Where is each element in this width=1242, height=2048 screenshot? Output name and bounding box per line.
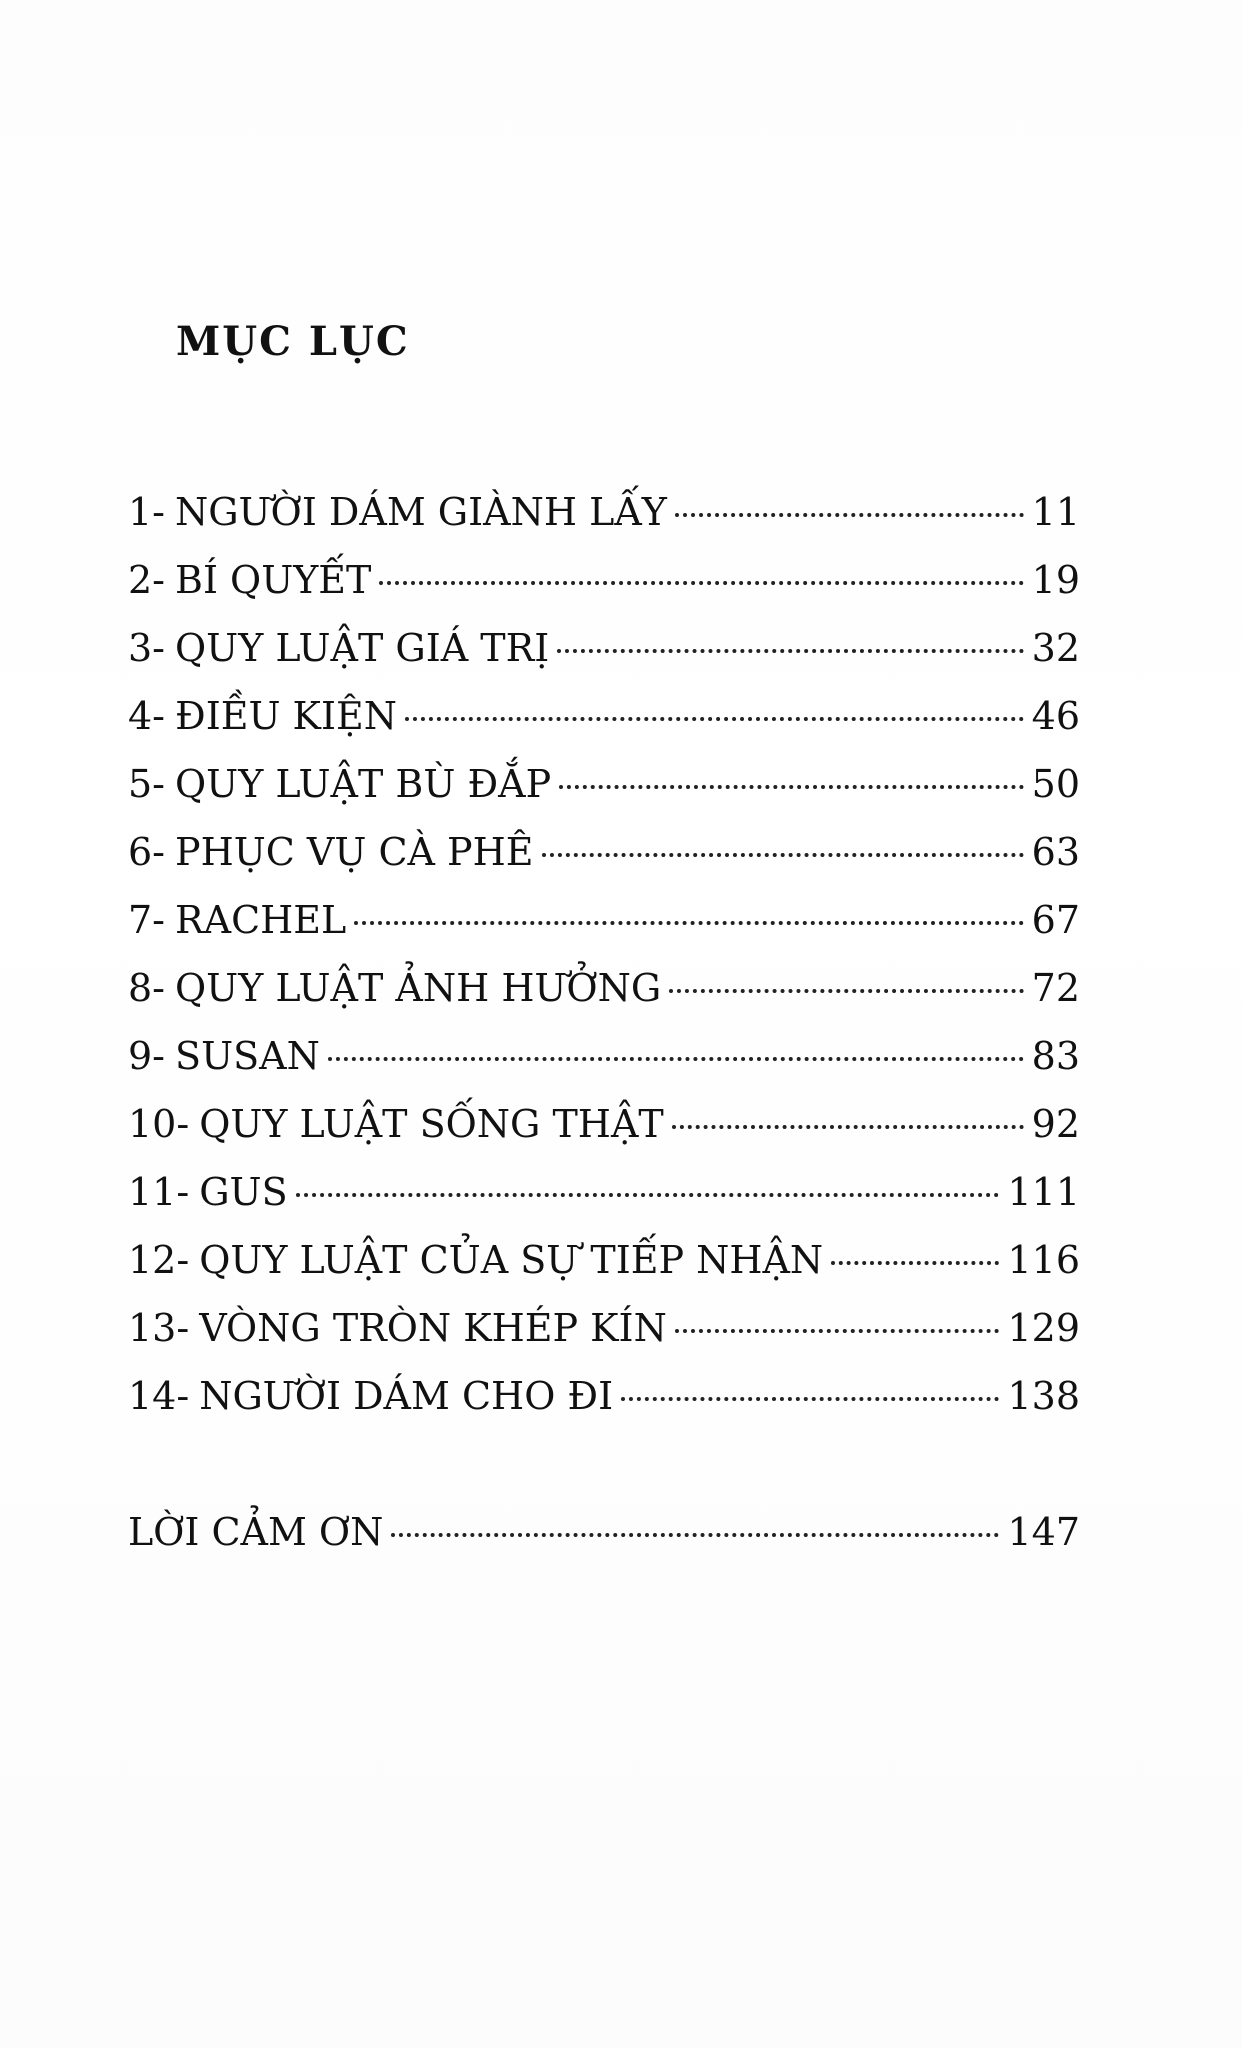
page-number: 19 (1031, 558, 1080, 602)
page-number: 32 (1031, 626, 1080, 670)
page-number: 72 (1031, 966, 1080, 1010)
acknowledgement-title: LỜI CẢM ƠN (128, 1510, 384, 1554)
page-number: 111 (1007, 1170, 1080, 1214)
chapter-title: NGƯỜI DÁM CHO ĐI (199, 1374, 614, 1418)
page-number: 116 (1007, 1238, 1080, 1282)
toc-heading: MỤC LỤC (176, 318, 410, 365)
toc-entry (128, 1158, 1080, 1226)
toc-entry (128, 886, 1080, 954)
chapter-title: QUY LUẬT ẢNH HƯỞNG (175, 966, 662, 1010)
chapter-title: QUY LUẬT CỦA SỰ TIẾP NHẬN (199, 1238, 824, 1282)
chapter-number: 14- (128, 1374, 190, 1418)
chapter-title: QUY LUẬT SỐNG THẬT (199, 1102, 664, 1146)
dot-leader (559, 785, 1024, 789)
chapter-number: 5- (128, 762, 166, 806)
chapter-title: NGƯỜI DÁM GIÀNH LẤY (175, 490, 667, 534)
page-number: 11 (1031, 490, 1080, 534)
dot-leader (557, 649, 1023, 653)
toc-entry (128, 682, 1080, 750)
toc-entry (128, 818, 1080, 886)
toc-entry (128, 1294, 1080, 1362)
toc-entry (128, 546, 1080, 614)
dot-leader (391, 1533, 999, 1537)
chapter-title: GUS (199, 1170, 288, 1214)
chapter-number: 3- (128, 626, 166, 670)
chapter-number: 4- (128, 694, 166, 738)
chapter-title: SUSAN (175, 1034, 320, 1078)
chapter-title: VÒNG TRÒN KHÉP KÍN (199, 1306, 667, 1350)
chapter-number: 8- (128, 966, 166, 1010)
acknowledgement-entry (128, 1498, 1080, 1566)
toc-entry (128, 1362, 1080, 1430)
chapter-number: 7- (128, 898, 166, 942)
page-number: 46 (1031, 694, 1080, 738)
dot-leader (379, 581, 1023, 585)
dot-leader (621, 1397, 999, 1401)
dot-leader (405, 717, 1024, 721)
chapter-title: PHỤC VỤ CÀ PHÊ (175, 830, 534, 874)
chapter-number: 13- (128, 1306, 190, 1350)
dot-leader (542, 853, 1024, 857)
page-number: 83 (1031, 1034, 1080, 1078)
page-number: 129 (1007, 1306, 1080, 1350)
toc-entry (128, 954, 1080, 1022)
toc-entry (128, 1090, 1080, 1158)
page-number: 138 (1007, 1374, 1080, 1418)
toc-entry (128, 750, 1080, 818)
toc-entry (128, 614, 1080, 682)
toc-entry (128, 1022, 1080, 1090)
dot-leader (669, 989, 1023, 993)
dot-leader (672, 1125, 1024, 1129)
page-number: 92 (1031, 1102, 1080, 1146)
toc-entry (128, 1226, 1080, 1294)
chapter-number: 12- (128, 1238, 190, 1282)
chapter-title: QUY LUẬT GIÁ TRỊ (175, 626, 550, 670)
toc-list (128, 478, 1080, 1430)
chapter-number: 10- (128, 1102, 190, 1146)
dot-leader (354, 921, 1023, 925)
chapter-title: RACHEL (175, 898, 347, 942)
dot-leader (675, 513, 1024, 517)
page-number: 67 (1031, 898, 1080, 942)
dot-leader (831, 1261, 999, 1265)
page-number: 147 (1007, 1510, 1080, 1554)
chapter-title: BÍ QUYẾT (175, 558, 372, 602)
dot-leader (328, 1057, 1024, 1061)
chapter-number: 2- (128, 558, 166, 602)
chapter-number: 9- (128, 1034, 166, 1078)
page-number: 50 (1031, 762, 1080, 806)
toc-entry (128, 478, 1080, 546)
chapter-title: ĐIỀU KIỆN (175, 694, 397, 738)
chapter-number: 6- (128, 830, 166, 874)
page-number: 63 (1031, 830, 1080, 874)
chapter-number: 1- (128, 490, 166, 534)
dot-leader (296, 1193, 1000, 1197)
chapter-number: 11- (128, 1170, 190, 1214)
chapter-title: QUY LUẬT BÙ ĐẮP (175, 762, 552, 806)
dot-leader (675, 1329, 1000, 1333)
